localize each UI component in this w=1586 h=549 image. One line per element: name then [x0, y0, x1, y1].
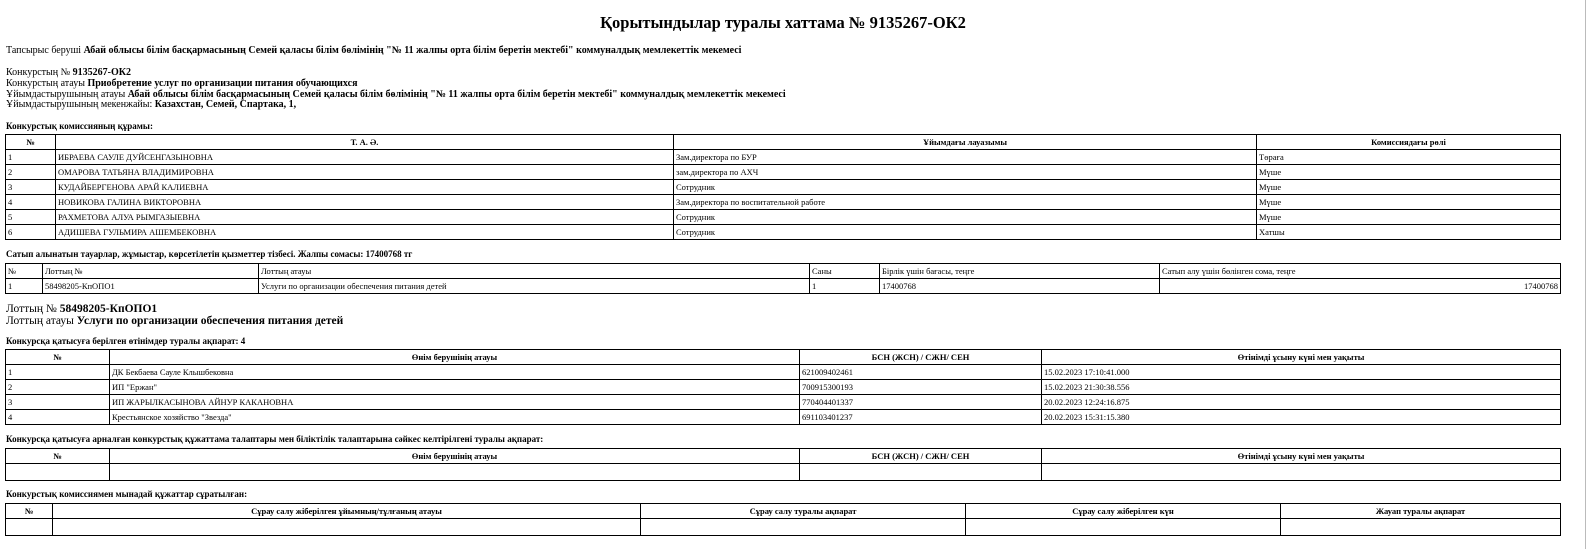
organizer-address-line: [6, 99, 296, 110]
column-header: Сатып алу үшін бөлінген сома, теңге: [1160, 264, 1561, 279]
column-header: Бірлік үшін бағасы, теңге: [880, 264, 1160, 279]
table-row: [6, 365, 1561, 380]
lot-quantity: 1: [810, 279, 880, 294]
commission-heading: Конкурстық комиссияның құрамы:: [6, 121, 153, 131]
column-header: Лоттың атауы: [259, 264, 810, 279]
lot-name: Услуги по организации обеспечения питания детей: [259, 279, 810, 294]
empty-cell: [6, 464, 110, 481]
table-row: [6, 464, 1561, 481]
supplier-name: ИП "Ержан": [110, 380, 800, 395]
supplier-bin: 691103401237: [800, 410, 1042, 425]
supplier-name: ИП ЖАРЫЛКАСЫНОВА АЙНУР КАКАНОВНА: [110, 395, 800, 410]
contest-name-line: [6, 78, 358, 89]
submission-date: 15.02.2023 17:10:41.000: [1042, 365, 1561, 380]
supplier-name: ДК Бекбаева Сауле Клышбековна: [110, 365, 800, 380]
member-role: Мүше: [1257, 180, 1561, 195]
member-name: КУДАЙБЕРГЕНОВА АРАЙ КАЛИЕВНА: [56, 180, 674, 195]
contest-name: Приобретение услуг по организации питания обучающихся: [87, 78, 358, 89]
empty-cell: [110, 464, 800, 481]
purchase-table: [5, 263, 1561, 294]
column-header: БСН (ЖСН) / СЖН/ СЕН: [800, 350, 1042, 365]
compliance-heading: Конкурсқа қатысуға арналған конкурстық құжаттама талаптары мен біліктілік талаптарына сәйкес келтірілгені туралы ақпарат:: [6, 434, 544, 444]
member-position: Зам.директора по БУР: [674, 150, 1257, 165]
member-position: Сотрудник: [674, 180, 1257, 195]
member-name: ИБРАЕВА САУЛЕ ДУЙСЕНГАЗЫНОВНА: [56, 150, 674, 165]
table-row: [6, 225, 1561, 240]
purchase-heading: Сатып алынатын тауарлар, жұмыстар, көрсетілетін қызметтер тізбесі. Жалпы сомасы: 17400768 тг: [6, 249, 413, 259]
column-header: Өтінімді ұсыну күні мен уақыты: [1042, 350, 1561, 365]
organizer-label: Ұйымдастырушының атауы: [6, 89, 126, 100]
member-name: АДИШЕВА ГУЛЬМИРА АШЕМБЕКОВНА: [56, 225, 674, 240]
table-row: [6, 165, 1561, 180]
lot-name-value: Услуги по организации обеспечения питания детей: [76, 315, 344, 327]
contest-number: 9135267-ОК2: [72, 67, 132, 78]
table-row: [6, 195, 1561, 210]
row-number: 2: [6, 380, 110, 395]
column-header: №: [6, 350, 110, 365]
requests-table: [5, 503, 1561, 536]
row-number: 4: [6, 195, 56, 210]
lot-number: 58498205-КпОПО1: [43, 279, 259, 294]
column-header: №: [6, 449, 110, 464]
row-number: 2: [6, 165, 56, 180]
empty-cell: [6, 519, 53, 536]
row-number: 3: [6, 180, 56, 195]
organizer-address: Казахстан, Семей, Спартака, 1,: [154, 99, 297, 110]
lot-name-line: [6, 315, 343, 327]
row-number: 5: [6, 210, 56, 225]
column-header: Комиссиядағы рөлі: [1257, 135, 1561, 150]
empty-cell: [1042, 464, 1561, 481]
member-role: Мүше: [1257, 210, 1561, 225]
lot-number-value: 58498205-КпОПО1: [59, 303, 158, 315]
member-position: Сотрудник: [674, 225, 1257, 240]
row-number: 1: [6, 279, 43, 294]
table-row: [6, 380, 1561, 395]
submission-date: 20.02.2023 15:31:15.380: [1042, 410, 1561, 425]
column-header: Сұрау салу жіберілген ұйымның/тұлғаның атауы: [53, 504, 641, 519]
supplier-bin: 621009402461: [800, 365, 1042, 380]
column-header: Т. А. Ә.: [56, 135, 674, 150]
commission-table: [5, 134, 1561, 240]
customer-value: Абай облысы білім басқармасының Семей қаласы білім бөлімінің "№ 11 жалпы орта білім беретін мектебі" коммуналдық мемлекеттік мекемесі: [83, 45, 742, 56]
column-header: Сұрау салу жіберілген күн: [966, 504, 1281, 519]
table-row: [6, 519, 1561, 536]
row-number: 1: [6, 365, 110, 380]
table-header-row: [6, 350, 1561, 365]
member-role: Хатшы: [1257, 225, 1561, 240]
supplier-bin: 700915300193: [800, 380, 1042, 395]
column-header: БСН (ЖСН) / СЖН/ СЕН: [800, 449, 1042, 464]
page-title: Қорытындылар туралы хаттама № 9135267-ОК2: [600, 13, 966, 32]
table-header-row: [6, 504, 1561, 519]
table-row: [6, 395, 1561, 410]
submission-date: 15.02.2023 21:30:38.556: [1042, 380, 1561, 395]
contest-number-line: [6, 67, 131, 78]
table-row: [6, 279, 1561, 294]
member-name: ОМАРОВА ТАТЬЯНА ВЛАДИМИРОВНА: [56, 165, 674, 180]
table-row: [6, 210, 1561, 225]
empty-cell: [966, 519, 1281, 536]
organizer-address-label: Ұйымдастырушының мекенжайы:: [6, 99, 153, 110]
contest-name-label: Конкурстың атауы: [6, 78, 85, 89]
empty-cell: [53, 519, 641, 536]
applications-table: [5, 349, 1561, 425]
member-position: зам.директора по АХЧ: [674, 165, 1257, 180]
row-number: 6: [6, 225, 56, 240]
lot-number-line: [6, 303, 157, 315]
member-position: Сотрудник: [674, 210, 1257, 225]
lot-number-label: Лоттың №: [6, 303, 57, 315]
allocated-sum: 17400768: [1160, 279, 1561, 294]
applications-heading: Конкурсқа қатысуға берілген өтінімдер туралы ақпарат: 4: [6, 336, 246, 346]
member-role: Мүше: [1257, 165, 1561, 180]
member-role: Төраға: [1257, 150, 1561, 165]
member-name: НОВИКОВА ГАЛИНА ВИКТОРОВНА: [56, 195, 674, 210]
empty-cell: [1281, 519, 1561, 536]
supplier-name: Крестьянское хозяйство "Звезда": [110, 410, 800, 425]
compliance-table: [5, 448, 1561, 481]
customer-label: Тапсырыс беруші: [6, 45, 82, 56]
supplier-bin: 770404401337: [800, 395, 1042, 410]
column-header: Ұйымдағы лауазымы: [674, 135, 1257, 150]
column-header: Өтінімді ұсыну күні мен уақыты: [1042, 449, 1561, 464]
column-header: №: [6, 264, 43, 279]
table-row: [6, 410, 1561, 425]
lot-name-label: Лоттың атауы: [6, 315, 74, 327]
column-header: Саны: [810, 264, 880, 279]
row-number: 3: [6, 395, 110, 410]
column-header: №: [6, 135, 56, 150]
table-row: [6, 180, 1561, 195]
column-header: Жауап туралы ақпарат: [1281, 504, 1561, 519]
column-header: Сұрау салу туралы ақпарат: [641, 504, 966, 519]
column-header: Өнім берушінің атауы: [110, 350, 800, 365]
empty-cell: [800, 464, 1042, 481]
table-header-row: [6, 449, 1561, 464]
row-number: 4: [6, 410, 110, 425]
requests-heading: Конкурстық комиссиямен мынадай құжаттар сұратылған:: [6, 489, 248, 499]
table-row: [6, 150, 1561, 165]
table-header-row: [6, 264, 1561, 279]
column-header: Өнім берушінің атауы: [110, 449, 800, 464]
column-header: №: [6, 504, 53, 519]
organizer-name: Абай облысы білім басқармасының Семей қаласы білім бөлімінің "№ 11 жалпы орта білім беретін мектебі" коммуналдық мемлекеттік мекемесі: [127, 89, 786, 100]
unit-price: 17400768: [880, 279, 1160, 294]
member-name: РАХМЕТОВА АЛУА РЫМГАЗЫЕВНА: [56, 210, 674, 225]
row-number: 1: [6, 150, 56, 165]
member-position: Зам.директора по воспитательной работе: [674, 195, 1257, 210]
column-header: Лоттың №: [43, 264, 259, 279]
member-role: Мүше: [1257, 195, 1561, 210]
empty-cell: [641, 519, 966, 536]
submission-date: 20.02.2023 12:24:16.875: [1042, 395, 1561, 410]
contest-number-label: Конкурстың №: [6, 67, 71, 78]
table-header-row: [6, 135, 1561, 150]
customer-line: [6, 45, 741, 56]
